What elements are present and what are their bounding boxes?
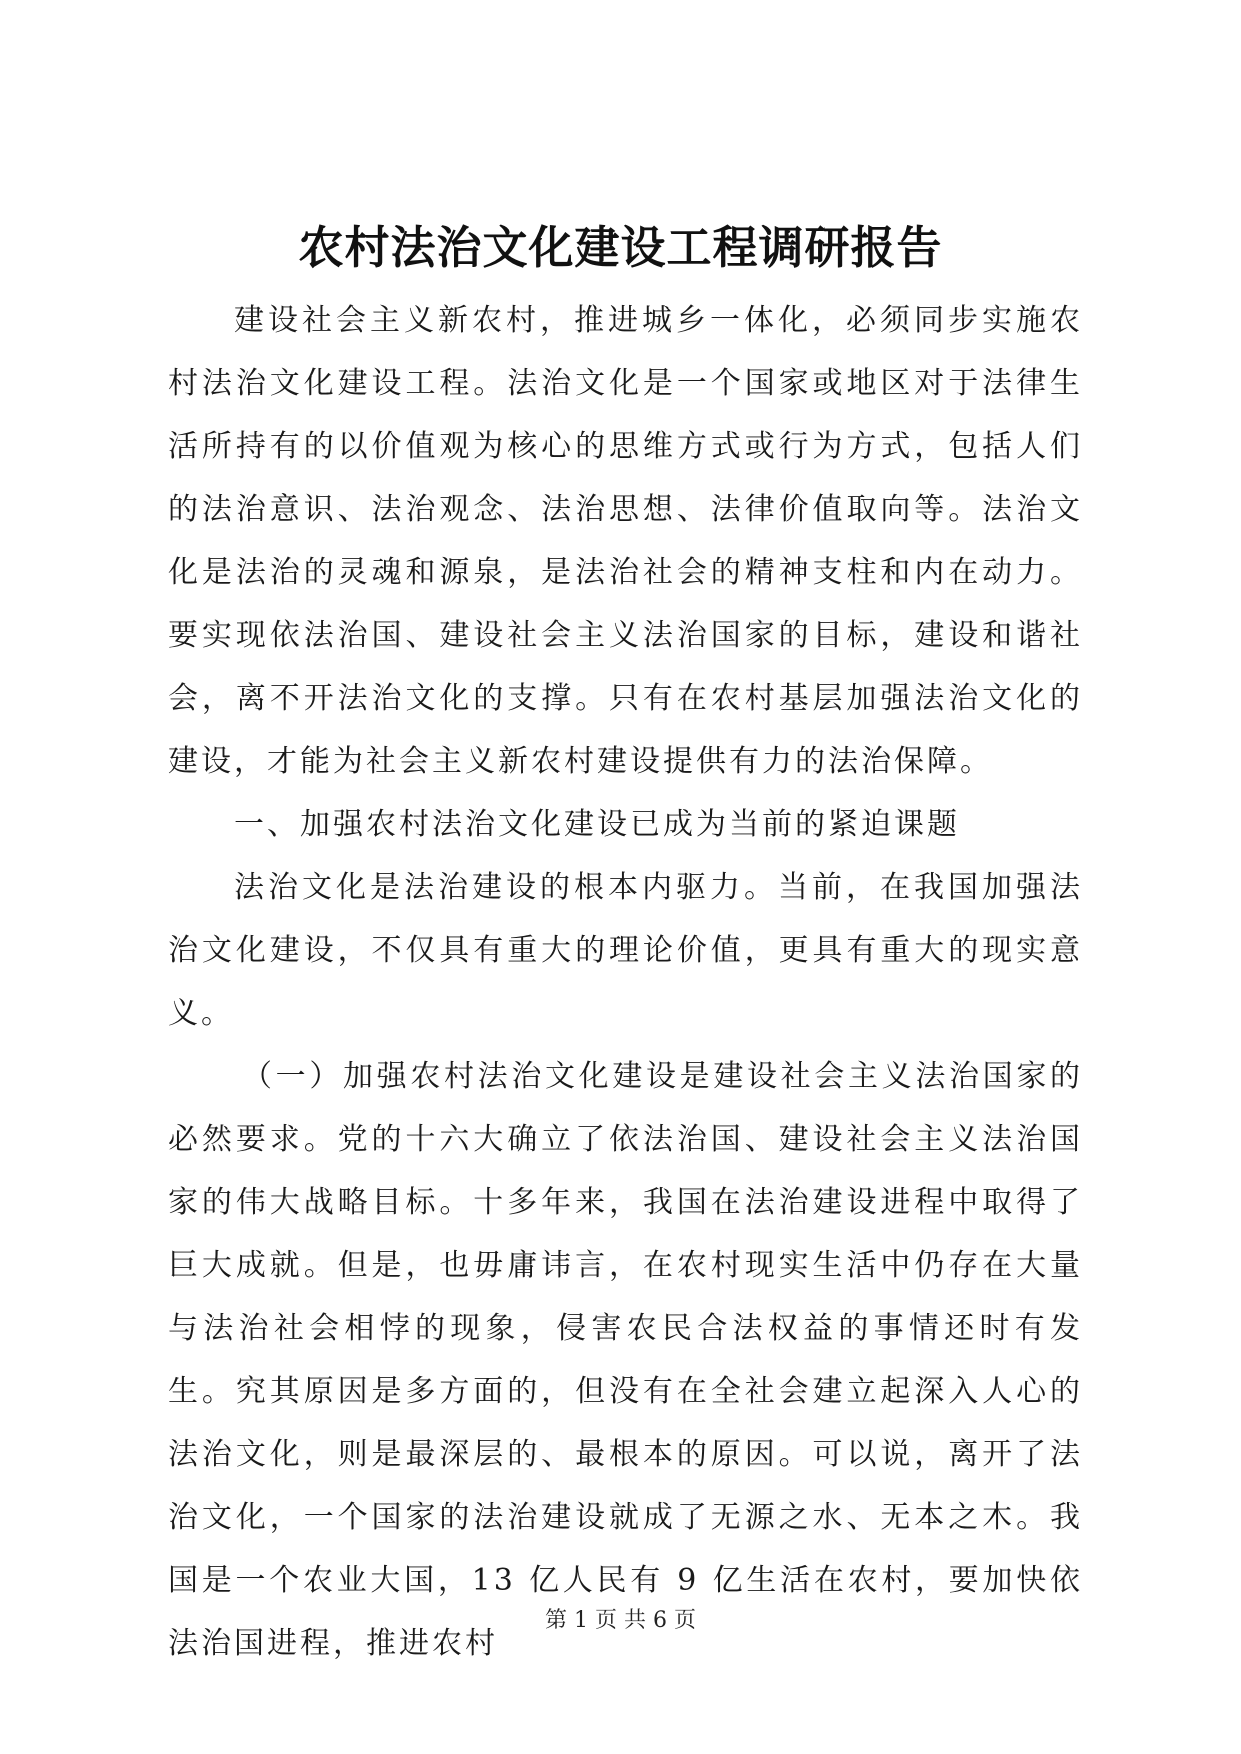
paragraph-section-one: 法治文化是法治建设的根本内驱力。当前，在我国加强法治文化建设，不仅具有重大的理论价值，更具有重大的现实意义。	[168, 870, 1083, 1031]
paragraph-subsection-one: （一）加强农村法治文化建设是建设社会主义法治国家的必然要求。党的十六大确立了依法治国、建设社会主义法治国家的伟大战略目标。十多年来，我国在法治建设进程中取得了巨大成就。但是，也毋庸讳言，在农村现实生活中仍存在大量与法治社会相悖的现象，侵害农民合法权益的事情还时有发生。究其原因是多方面的，但没有在全社会建立起深入人心的法治文化，则是最深层的、最根本的原因。可以说，离开了法治文化，一个国家的法治建设就成了无源之水、无本之木。我国是一个农业大国，13 亿人民有 9 亿生活在农村，要加快依法治国进程，推进农村	[168, 1059, 1083, 1661]
paragraph-intro: 建设社会主义新农村，推进城乡一体化，必须同步实施农村法治文化建设工程。法治文化是一个国家或地区对于法律生活所持有的以价值观为核心的思维方式或行为方式，包括人们的法治意识、法治观念、法治思想、法律价值取向等。法治文化是法治的灵魂和源泉，是法治社会的精神支柱和内在动力。要实现依法治国、建设社会主义法治国家的目标，建设和谐社会，离不开法治文化的支撑。只有在农村基层加强法治文化的建设，才能为社会主义新农村建设提供有力的法治保障。	[168, 303, 1083, 779]
document-body	[168, 289, 1083, 1675]
page-number: 第 1 页 共 6 页	[545, 1608, 696, 1633]
document-title: 农村法治文化建设工程调研报告	[298, 221, 943, 274]
section-heading-one: 一、加强农村法治文化建设已成为当前的紧迫课题	[234, 807, 960, 842]
page-footer	[0, 1606, 1241, 1636]
